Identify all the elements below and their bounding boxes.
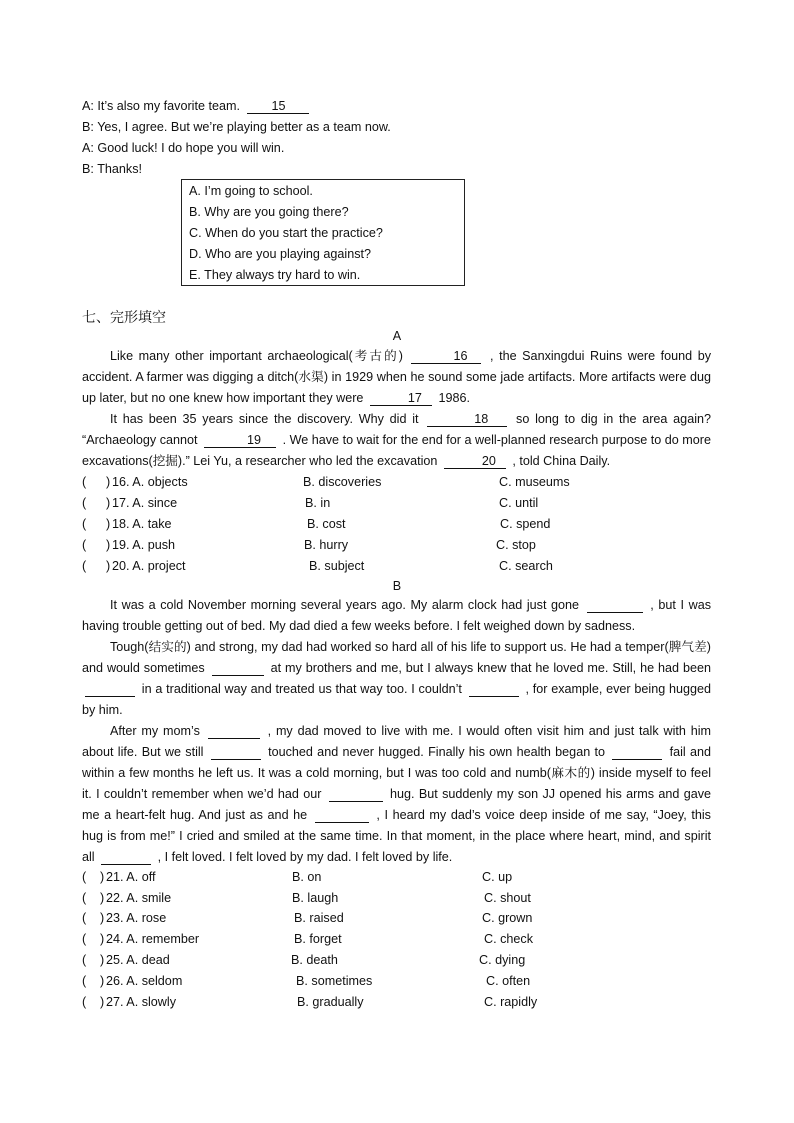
answer-paren-open[interactable]: ( <box>82 496 87 510</box>
option-b-text: B. discoveries <box>303 475 382 489</box>
answer-paren-close: ) <box>100 995 105 1009</box>
answer-paren-open[interactable]: ( <box>82 932 87 946</box>
option-b-text: B. in <box>305 496 331 510</box>
text-run: , for example, ever being hugged by him. <box>82 682 712 717</box>
dialogue-text: Thanks! <box>97 162 142 176</box>
answer-paren-open[interactable]: ( <box>82 911 87 925</box>
option-b-text: B. death <box>291 953 338 967</box>
option-b-text: B. forget <box>294 932 342 946</box>
text-run: It has been 35 years since the discovery. Why did it <box>110 412 419 426</box>
option-a: A. I’m going to school. <box>189 184 313 198</box>
option-c-text: C. shout <box>484 891 531 905</box>
answer-blank-24[interactable] <box>469 682 519 697</box>
option-c-text: C. grown <box>482 911 533 925</box>
answer-paren-close: ) <box>106 559 111 573</box>
option-a-text: 21. A. off <box>106 870 156 884</box>
answer-blank-15[interactable]: 15 <box>247 99 309 114</box>
option-a-text: 22. A. smile <box>106 891 172 905</box>
answer-paren-open[interactable]: ( <box>82 953 87 967</box>
option-a-text: 16. A. objects <box>112 475 188 489</box>
answer-blank-22[interactable] <box>212 661 264 676</box>
speaker-label: B: <box>82 162 94 176</box>
option-d: D. Who are you playing against? <box>189 247 372 261</box>
answer-paren-open[interactable]: ( <box>82 475 87 489</box>
answer-paren-open[interactable]: ( <box>82 538 87 552</box>
text-run: Like many other important archaeological(考古的) <box>110 349 403 363</box>
answer-paren-open[interactable]: ( <box>82 995 87 1009</box>
answer-blank-17[interactable]: 17 <box>370 391 432 406</box>
answer-blank-19[interactable]: 19 <box>204 433 276 448</box>
passage-b-paragraph-1 <box>82 595 711 637</box>
answer-paren-close: ) <box>106 517 111 531</box>
option-b-text: B. sometimes <box>296 974 373 988</box>
option-a-text: 23. A. rose <box>106 911 167 925</box>
text-run: , but I was having trouble getting out of bed. My dad died a few weeks before. I felt weighed down by sadness. <box>82 598 712 633</box>
option-a-text: 19. A. push <box>112 538 176 552</box>
option-a-text: 17. A. since <box>112 496 178 510</box>
option-c-text: C. often <box>486 974 531 988</box>
passage-a-paragraph-1 <box>82 346 711 409</box>
answer-paren-close: ) <box>100 932 105 946</box>
passage-b-label: B <box>392 579 402 593</box>
answer-blank-16[interactable]: 16 <box>411 349 481 364</box>
answer-paren-close: ) <box>100 953 105 967</box>
text-run: Tough(结实的) and strong, my dad had worked so hard all of his life to support us. He had a temper(脾气差) and would sometimes <box>82 640 711 675</box>
option-a-text: 24. A. remember <box>106 932 200 946</box>
option-c-text: C. rapidly <box>484 995 538 1009</box>
option-b-text: B. raised <box>294 911 344 925</box>
option-b-text: B. cost <box>307 517 346 531</box>
answer-paren-open[interactable]: ( <box>82 559 87 573</box>
answer-blank-25[interactable] <box>208 724 260 739</box>
answer-blank-20[interactable]: 20 <box>444 454 506 469</box>
answer-blank-18[interactable]: 18 <box>427 412 507 427</box>
passage-b-paragraph-3 <box>82 721 711 868</box>
answer-blank-29[interactable] <box>315 808 369 823</box>
answer-paren-open[interactable]: ( <box>82 870 87 884</box>
text-run: touched and never hugged. Finally his own health began to <box>268 745 605 759</box>
answer-blank-26[interactable] <box>211 745 261 760</box>
option-b-text: B. gradually <box>297 995 364 1009</box>
answer-paren-close: ) <box>100 870 105 884</box>
option-c-text: C. until <box>499 496 539 510</box>
answer-paren-open[interactable]: ( <box>82 974 87 988</box>
answer-paren-open[interactable]: ( <box>82 517 87 531</box>
text-run: hug. But suddenly my son JJ opened his arms and gave me a heart-felt hug. And just as and he <box>82 787 712 822</box>
answer-paren-close: ) <box>100 911 105 925</box>
dialogue-line-4 <box>82 161 142 177</box>
answer-blank-28[interactable] <box>329 787 383 802</box>
text-run: , told China Daily. <box>512 454 611 468</box>
option-c-text: C. dying <box>479 953 526 967</box>
option-a-text: 18. A. take <box>112 517 172 531</box>
passage-a-body <box>82 346 711 472</box>
answer-blank-23[interactable] <box>85 682 135 697</box>
option-a-text: 25. A. dead <box>106 953 170 967</box>
passage-b-paragraph-2 <box>82 637 711 721</box>
text-run: in a traditional way and treated us that way too. I couldn’t <box>141 682 462 696</box>
answer-paren-close: ) <box>106 496 111 510</box>
option-e: E. They always try hard to win. <box>189 268 361 282</box>
option-c-text: C. search <box>499 559 553 573</box>
text-run: After my mom’s <box>110 724 200 738</box>
answer-paren-open[interactable]: ( <box>82 891 87 905</box>
option-b: B. Why are you going there? <box>189 205 349 219</box>
option-c-text: C. up <box>482 870 513 884</box>
option-c-text: C. museums <box>499 475 570 489</box>
option-a-text: 20. A. project <box>112 559 186 573</box>
passage-a-paragraph-2 <box>82 409 711 472</box>
text-run: , I heard my dad’s voice deep inside of me say, “Joey, this hug is from me!” I cried and smiled at the same time. In that moment, in the place where heart, mind, and spirit all <box>82 808 711 864</box>
dialogue-line-3 <box>82 140 284 156</box>
answer-paren-close: ) <box>100 891 105 905</box>
option-b-text: B. laugh <box>292 891 339 905</box>
dialogue-text: Yes, I agree. But we’re playing better as a team now. <box>97 120 391 134</box>
text-run: fail and within a few months he left us. It was a cold morning, but I was too cold and numb(麻木的) inside myself to feel it. I couldn’t remember when we’d had our <box>82 745 711 801</box>
option-b-text: B. hurry <box>304 538 349 552</box>
options-box <box>181 179 465 286</box>
speaker-label: A: <box>82 99 94 113</box>
answer-blank-21[interactable] <box>587 598 643 613</box>
option-c-text: C. stop <box>496 538 536 552</box>
passage-b-body <box>82 595 711 868</box>
text-run: It was a cold November morning several years ago. My alarm clock had just gone <box>110 598 580 612</box>
dialogue-text: Good luck! I do hope you will win. <box>97 141 285 155</box>
option-a-text: 26. A. seldom <box>106 974 183 988</box>
speaker-label: B: <box>82 120 94 134</box>
speaker-label: A: <box>82 141 94 155</box>
text-run: . We have to wait for the end for a well-planned research purpose to do more excavations(挖掘).” Lei Yu, a researcher who led the excavation <box>82 433 711 468</box>
passage-a-label: A <box>392 329 402 343</box>
text-run: so long to dig in the area again? “Archaeology cannot <box>82 412 711 447</box>
dialogue-text: It’s also my favorite team. <box>97 99 240 113</box>
dialogue-line-2 <box>82 119 391 135</box>
text-run: 1986. <box>438 391 470 405</box>
text-run: , I felt loved. I felt loved by my dad. I felt loved by life. <box>157 850 453 864</box>
section-title: 七、完形填空 <box>82 309 166 325</box>
option-b-text: B. subject <box>309 559 365 573</box>
option-b-text: B. on <box>292 870 322 884</box>
text-run: at my brothers and me, but I always knew that he loved me. Still, he had been <box>270 661 712 675</box>
answer-paren-close: ) <box>106 538 111 552</box>
dialogue-line-1 <box>82 98 309 114</box>
option-c-text: C. spend <box>500 517 551 531</box>
text-run: , my dad moved to live with me. I would often visit him and just talk with him about life. But we still <box>82 724 712 759</box>
answer-paren-close: ) <box>100 974 105 988</box>
answer-blank-30[interactable] <box>101 850 151 865</box>
option-c-text: C. check <box>484 932 533 946</box>
answer-blank-27[interactable] <box>612 745 662 760</box>
answer-paren-close: ) <box>106 475 111 489</box>
text-run: , the Sanxingdui Ruins were found by accident. A farmer was digging a ditch(水渠) in 1929 when he sound some jade artifacts. More artifacts were dug up later, but no one knew how important they were <box>82 349 712 405</box>
option-a-text: 27. A. slowly <box>106 995 176 1009</box>
option-c: C. When do you start the practice? <box>189 226 383 240</box>
